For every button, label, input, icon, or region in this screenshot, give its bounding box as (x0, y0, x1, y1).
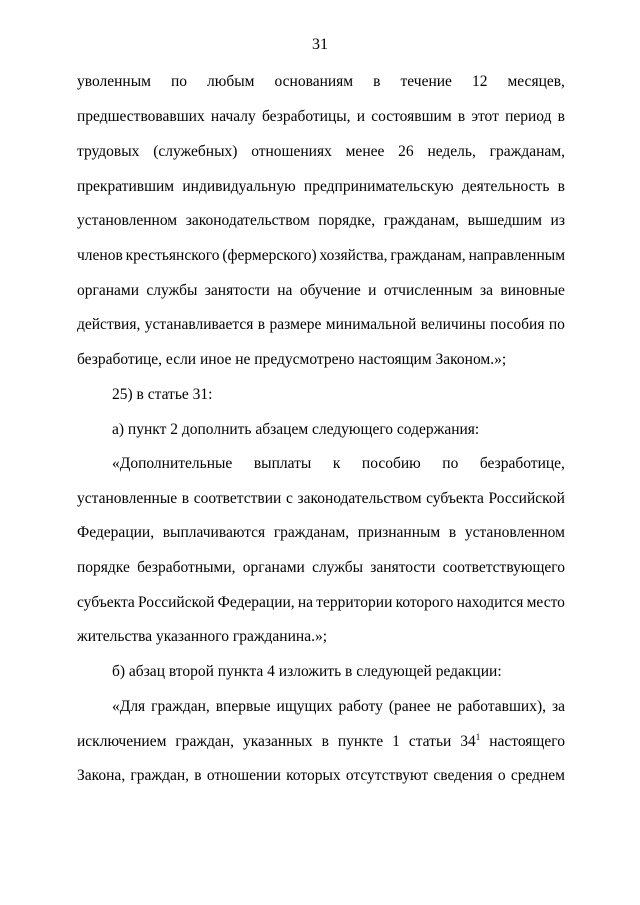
word: пособию (361, 455, 421, 472)
word: службы (312, 559, 364, 576)
list-item-heading: 25) в статье 31: (112, 386, 213, 403)
word: началу (210, 108, 256, 125)
word: в (373, 73, 381, 90)
word: безработными, (137, 559, 236, 576)
word: отчисленным (383, 282, 473, 299)
word: 1 (392, 733, 400, 750)
text-line (77, 765, 565, 787)
word: статьи (408, 733, 452, 750)
word: установленном (464, 524, 565, 541)
word: граждан, (175, 733, 234, 750)
word: пособия (490, 316, 545, 333)
word: виновные (500, 282, 565, 299)
word: состоявшим (371, 108, 452, 125)
word: за (551, 698, 565, 715)
text-line (77, 141, 565, 163)
list-item: б) абзац второй пункта 4 изложить в следующей редакции: (112, 663, 502, 680)
word: среднем (510, 767, 565, 784)
word: в (457, 108, 466, 125)
word: крестьянского (125, 247, 220, 264)
word: органами (77, 282, 140, 299)
word: в (257, 316, 266, 333)
word: установленном (77, 212, 178, 229)
word: в (557, 178, 565, 195)
text-line (77, 245, 565, 267)
text-line (77, 106, 565, 128)
word: недель, (427, 143, 476, 160)
word: соответствии (193, 490, 282, 507)
word: течение (400, 73, 452, 90)
word: работавших), (457, 698, 547, 715)
word: действия, (77, 316, 141, 333)
word: субъекта (77, 594, 135, 611)
word: которого (395, 594, 454, 611)
text-line (112, 696, 565, 718)
word: занятости (204, 282, 270, 299)
word: направленным (468, 247, 565, 264)
word: законодательством (297, 490, 422, 507)
word: выплачиваются (162, 524, 266, 541)
word: (фермерского) (222, 247, 317, 264)
text-line: жительства указанного гражданина.»; (77, 628, 328, 645)
word: любым (207, 73, 255, 90)
text-line: безработице, если иное не предусмотрено настоящим Законом.»; (77, 351, 507, 368)
word: отношении (206, 767, 281, 784)
word: работу (338, 698, 383, 715)
word: предпринимательскую (303, 178, 454, 195)
word: Федерации, (77, 524, 155, 541)
word: из (550, 212, 565, 229)
list-item: а) пункт 2 дополнить абзацем следующего содержания: (112, 421, 480, 438)
word: Федерации, (217, 594, 295, 611)
word: в (448, 524, 457, 541)
word: органами (242, 559, 305, 576)
word: размере (269, 316, 322, 333)
page-number: 31 (312, 36, 328, 53)
text-line (77, 280, 565, 302)
word: (служебных) (153, 143, 238, 160)
word: порядке (77, 559, 130, 576)
word: в (194, 767, 202, 784)
word: отсутствуют (345, 767, 429, 784)
word: не (436, 698, 452, 715)
word: граждан, (151, 698, 210, 715)
word: (ранее (388, 698, 431, 715)
word: месяцев, (507, 73, 565, 90)
word: Российской (488, 490, 565, 507)
word: с (285, 490, 293, 507)
text-line (112, 453, 565, 475)
text-line (77, 557, 565, 579)
word: признанным (357, 524, 441, 541)
text-line (77, 522, 565, 544)
text-line (77, 731, 565, 753)
word: уволенным (77, 73, 151, 90)
word: отношениях (251, 143, 332, 160)
word: на (297, 594, 314, 611)
word: индивидуальную (182, 178, 296, 195)
word: пункте (337, 733, 384, 750)
text-line (77, 488, 565, 510)
word: указанных (242, 733, 313, 750)
word: и (356, 108, 366, 125)
word-with-superscript (460, 731, 480, 753)
word: членов (77, 247, 123, 264)
word: занятости (370, 559, 436, 576)
word: период (505, 108, 552, 125)
word: этот (471, 108, 499, 125)
word: по (170, 73, 188, 90)
word: субъекта (426, 490, 484, 507)
word: гражданам, (489, 143, 565, 160)
word: порядке, (318, 212, 376, 229)
word: безработице, (479, 455, 565, 472)
text-line (77, 210, 565, 232)
word: «Дополнительные (112, 455, 233, 472)
word: 34 (460, 733, 476, 750)
word: Закона, (77, 767, 126, 784)
word: 26 (398, 143, 414, 160)
word: безработицы, (261, 108, 351, 125)
word: граждан, (130, 767, 190, 784)
word: хозяйства, (319, 247, 388, 264)
word: 12 (471, 73, 488, 90)
word: величины (420, 316, 486, 333)
word: выплаты (253, 455, 312, 472)
word: гражданам, (273, 524, 350, 541)
word: настоящего (489, 733, 565, 750)
word: находится (456, 594, 524, 611)
word: прекратившим (77, 178, 175, 195)
superscript: 1 (475, 732, 481, 742)
word: к (332, 455, 341, 472)
word: в (181, 490, 190, 507)
word: менее (345, 143, 385, 160)
text-line (77, 592, 565, 614)
word: деятельность (461, 178, 550, 195)
word: «Для (112, 698, 146, 715)
word: Российской (138, 594, 215, 611)
word: основаниям (274, 73, 354, 90)
word: и (368, 282, 377, 299)
text-line (77, 71, 565, 93)
word: службы (146, 282, 198, 299)
text-line (77, 176, 565, 198)
word: гражданам, (383, 212, 460, 229)
word: соответствующего (442, 559, 565, 576)
word: в (557, 108, 565, 125)
word: территории (316, 594, 393, 611)
word: минимальной (325, 316, 417, 333)
word: которых (286, 767, 341, 784)
word: по (442, 455, 459, 472)
word: вышедшим (467, 212, 542, 229)
word: по (548, 316, 565, 333)
word: установленные (77, 490, 178, 507)
word: о (497, 767, 506, 784)
word: в (321, 733, 329, 750)
word: трудовых (77, 143, 140, 160)
word: законодательством (185, 212, 310, 229)
word: обучение (299, 282, 361, 299)
word: гражданам, (390, 247, 466, 264)
word: за (479, 282, 493, 299)
word: ищущих (276, 698, 333, 715)
word: впервые (215, 698, 271, 715)
word: предшествовавших (77, 108, 205, 125)
word: устанавливается (144, 316, 254, 333)
text-line (77, 314, 565, 336)
word: сведения (433, 767, 493, 784)
word: место (526, 594, 565, 611)
word: исключением (77, 733, 167, 750)
word: на (277, 282, 293, 299)
